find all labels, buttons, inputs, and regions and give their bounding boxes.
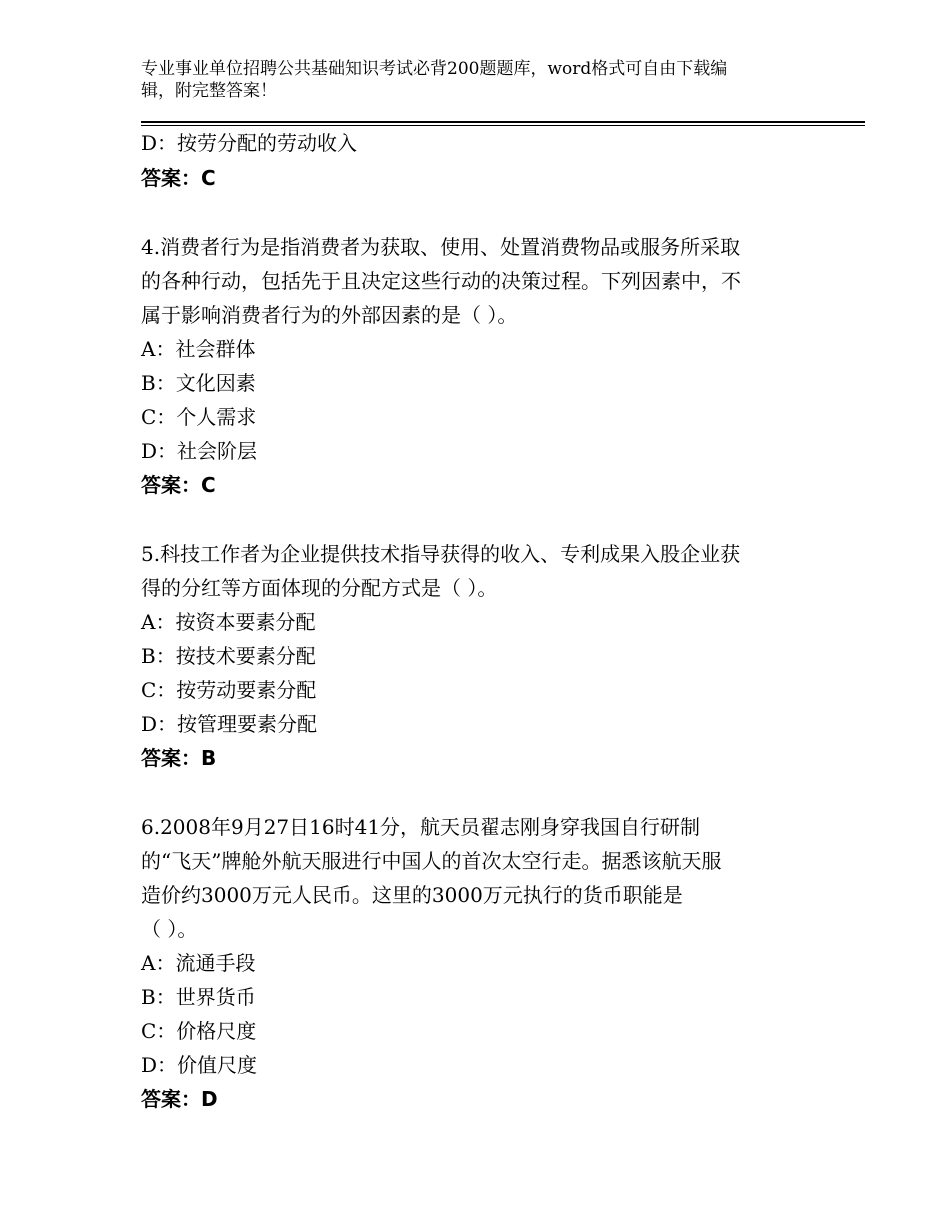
q3-answer: 答案：C (141, 166, 216, 190)
q6-stem-line-2: 的“飞天”牌舱外航天服进行中国人的首次太空行走。据悉该航天服 (141, 849, 722, 873)
q6-option-b: B：世界货币 (141, 985, 256, 1009)
q5-option-d: D：按管理要素分配 (141, 712, 318, 736)
q6-stem-line-3: 造价约3000万元人民币。这里的3000万元执行的货币职能是 (141, 883, 683, 907)
q6-stem-line-4: （ ）。 (141, 917, 198, 941)
q4-stem-line-2: 的各种行动，包括先于且决定这些行动的决策过程。下列因素中，不 (141, 269, 741, 293)
header-rule-thin (141, 125, 865, 126)
q4-option-b: B：文化因素 (141, 371, 256, 395)
q4-option-c: C：个人需求 (141, 405, 257, 429)
header-line-2: 辑，附完整答案！ (141, 81, 277, 101)
q5-option-c: C：按劳动要素分配 (141, 678, 317, 702)
q5-stem-line-1: 5.科技工作者为企业提供技术指导获得的收入、专利成果入股企业获 (141, 542, 741, 566)
q5-answer: 答案：B (141, 746, 217, 770)
q5-stem-line-2: 得的分红等方面体现的分配方式是（ ）。 (141, 576, 498, 600)
q6-option-c: C：价格尺度 (141, 1019, 257, 1043)
header-rule-thick (141, 121, 865, 123)
q4-stem-line-3: 属于影响消费者行为的外部因素的是（ ）。 (141, 303, 518, 327)
q5-option-a: A：按资本要素分配 (141, 610, 316, 634)
q3-option-d: D：按劳分配的劳动收入 (141, 131, 358, 155)
q6-option-a: A：流通手段 (141, 951, 256, 975)
q4-answer: 答案：C (141, 473, 216, 497)
q4-option-a: A：社会群体 (141, 337, 256, 361)
q4-stem-line-1: 4.消费者行为是指消费者为获取、使用、处置消费物品或服务所采取 (141, 235, 741, 259)
q4-option-d: D：社会阶层 (141, 439, 258, 463)
page-header (141, 58, 801, 102)
q6-stem-line-1: 6.2008年9月27日16时41分，航天员翟志刚身穿我国自行研制 (141, 815, 701, 839)
q6-answer: 答案：D (141, 1087, 218, 1111)
header-line-1: 专业事业单位招聘公共基础知识考试必背200题题库，word格式可自由下载编 (141, 59, 728, 79)
q5-option-b: B：按技术要素分配 (141, 644, 316, 668)
q6-option-d: D：价值尺度 (141, 1053, 258, 1077)
